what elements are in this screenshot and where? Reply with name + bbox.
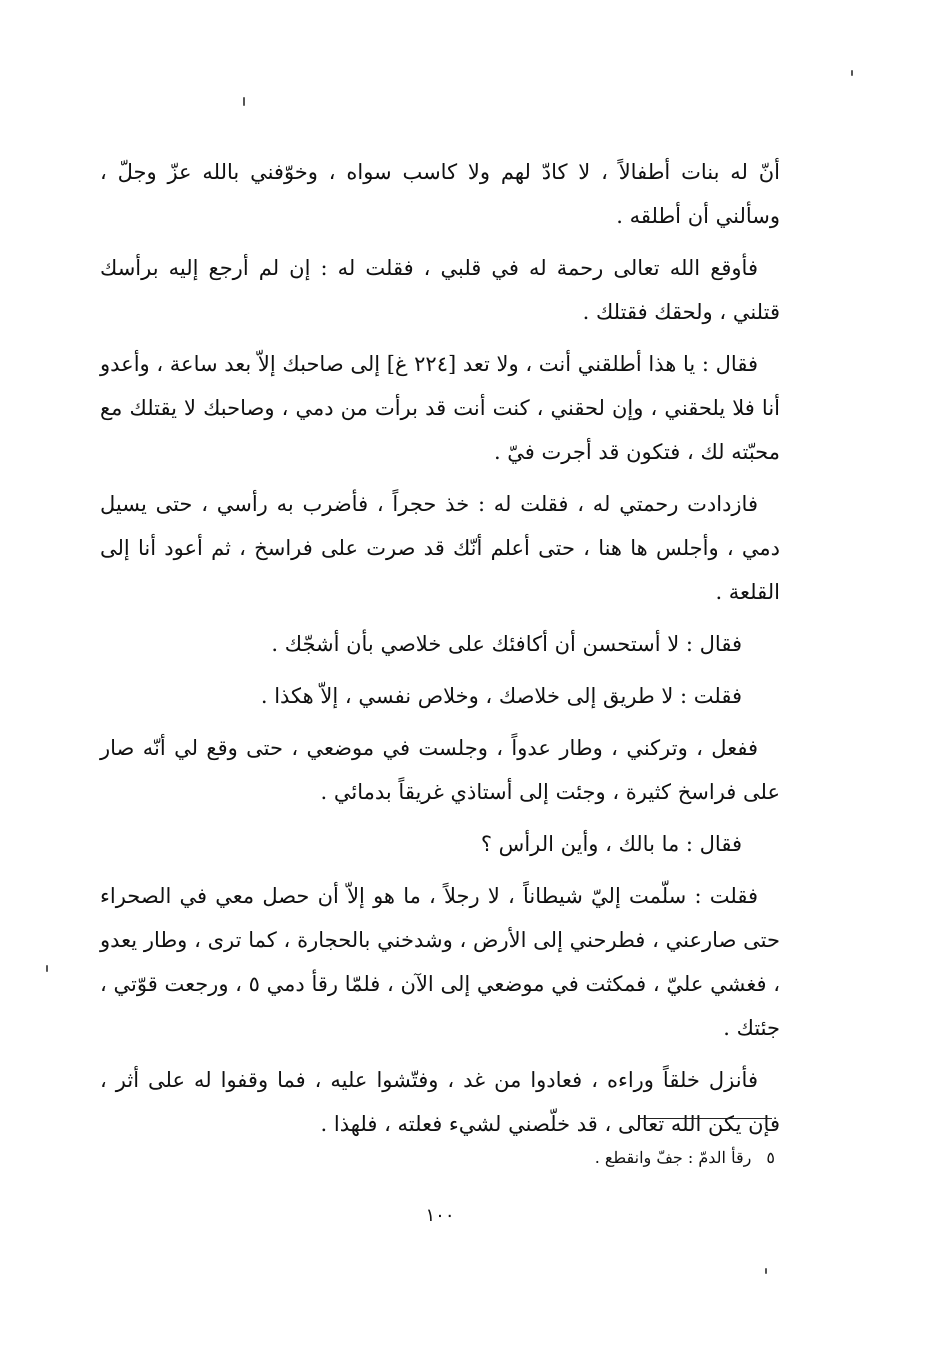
footnote-text: رقأ الدمّ : جفّ وانقطع .: [594, 1148, 752, 1167]
paragraph-7: ففعل ، وتركني ، وطار عدواً ، وجلست في موضعي ، حتى وقع لي أنّه صار على فراسخ كثيرة ، وجئت إلى أستاذي غريقاً بدمائي .: [100, 736, 780, 804]
paragraph-4: فازدادت رحمتي له ، فقلت له : خذ حجراً ، فأضرب به رأسي ، حتى يسيل دمي ، وأجلس ها هنا ، حتى أعلم أنّك قد صرت على فراسخ ، ثم أعود أنا إلى القلعة .: [100, 492, 780, 604]
paragraph-3: فقال : يا هذا أطلقني أنت ، ولا تعد [٢٢٤ غ] إلى صاحبك إلاّ بعد ساعة ، وأعدو أنا فلا يلحقني ، وإن لحقني ، كنت أنت قد برأت من دمي ، وصاحبك لا يقتلك مع محبّته لك ، فتكون قد أجرت فيّ .: [100, 352, 780, 464]
footnote-number: ٥: [766, 1148, 775, 1167]
page-number: ١٠٠: [425, 1205, 455, 1226]
scan-speck: [765, 1268, 767, 1274]
main-text: [100, 150, 780, 1154]
paragraph-9: فقلت : سلّمت إليّ شيطاناً ، لا رجلاً ، ما هو إلاّ أن حصل معي في الصحراء حتى صارعني ، فطرحني إلى الأرض ، وشدخني بالحجارة ، كما ترى ، وطار يعدو ، فغشي عليّ ، فمكثت في موضعي إلى الآن ، فلمّا رقأ دمي ٥ ، ورجعت قوّتي ، جئتك .: [100, 884, 780, 1040]
paragraph-6: فقلت : لا طريق إلى خلاصك ، وخلاص نفسي ، إلاّ هكذا .: [260, 684, 742, 708]
paragraph-8: فقال : ما بالك ، وأين الرأس ؟: [480, 832, 742, 856]
footnote: [595, 1145, 775, 1171]
footnote-divider: [640, 1118, 772, 1119]
scan-speck: [243, 97, 245, 106]
paragraph-5: فقال : لا أستحسن أن أكافئك على خلاصي بأن أشجّك .: [271, 632, 742, 656]
scan-speck: [851, 70, 853, 76]
scan-speck: [46, 965, 48, 972]
paragraph-1: أنّ له بنات أطفالاً ، لا كادّ لهم ولا كاسب سواه ، وخوّفني بالله عزّ وجلّ ، وسألني أن أطلقه .: [100, 160, 780, 228]
paragraph-10: فأنزل خلقاً وراءه ، فعادوا من غد ، وفتّشوا عليه ، فما وقفوا له على أثر ، فإن يكن الله تعالى ، قد خلّصني لشيء فعلته ، فلهذا .: [100, 1068, 780, 1136]
paragraph-2: فأوقع الله تعالى رحمة له في قلبي ، فقلت له : إن لم أرجع إليه برأسك قتلني ، ولحقك فقتلك .: [100, 256, 780, 324]
